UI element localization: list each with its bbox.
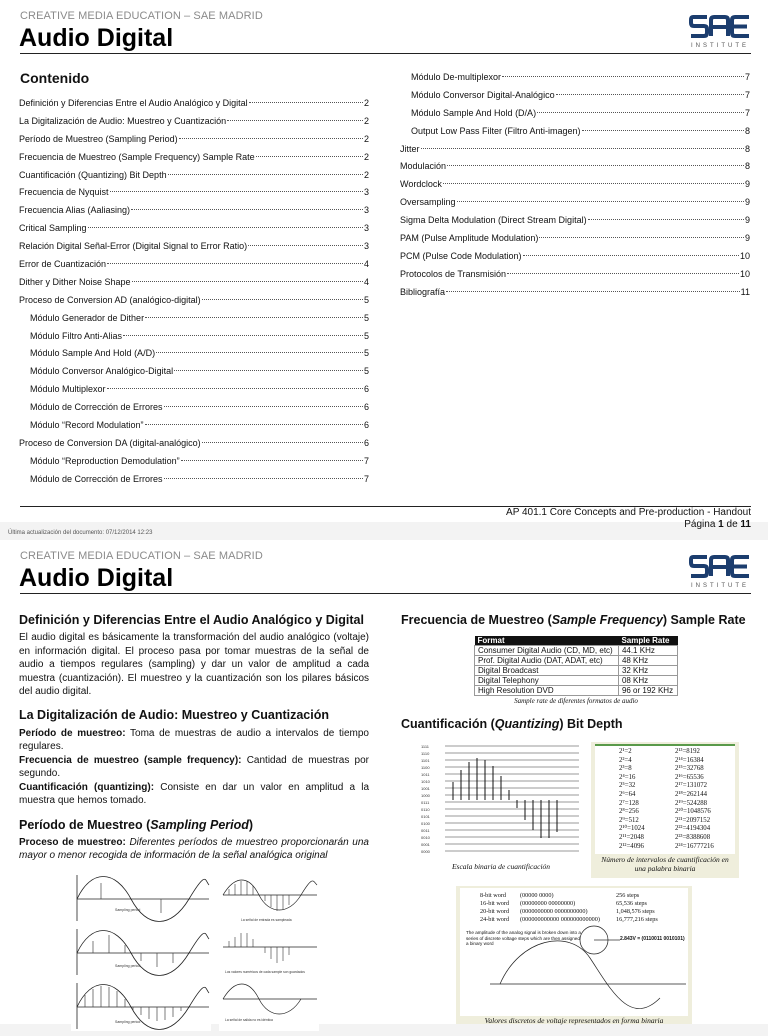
toc-entry[interactable] bbox=[400, 248, 750, 266]
toc-leader-dots bbox=[123, 335, 363, 336]
table-cell-format: High Resolution DVD bbox=[475, 686, 619, 696]
section-heading-cuantificacion bbox=[401, 717, 751, 731]
toc-entry[interactable] bbox=[19, 345, 369, 363]
toc-leader-dots bbox=[582, 130, 744, 131]
toc-entry-page: 7 bbox=[363, 455, 369, 466]
section-heading-periodo bbox=[19, 818, 369, 832]
page-header-org: CREATIVE MEDIA EDUCATION – SAE MADRID bbox=[20, 550, 263, 562]
toc-entry-page: 2 bbox=[363, 133, 369, 144]
toc-entry[interactable] bbox=[19, 435, 369, 453]
toc-entry-page: 2 bbox=[363, 115, 369, 126]
toc-entry-title: Período de Muestreo (Sampling Period) bbox=[19, 133, 178, 144]
definition-frecuencia bbox=[19, 754, 369, 781]
definition-term: Período de muestreo: bbox=[19, 727, 126, 739]
toc-entry-title: Módulo Conversor Digital-Analógico bbox=[411, 89, 555, 100]
toc-entry-page: 2 bbox=[363, 151, 369, 162]
toc-leader-dots bbox=[145, 317, 363, 318]
section-body-periodo bbox=[19, 836, 369, 863]
toc-leader-dots bbox=[249, 102, 363, 103]
heading-emphasis: Sample Frequency bbox=[551, 613, 663, 627]
page-2 bbox=[0, 540, 768, 1024]
toc-entry-title: Relación Digital Señal-Error (Digital Signal to Error Ratio) bbox=[19, 241, 248, 252]
toc-entry[interactable] bbox=[400, 69, 750, 87]
binary-word-value: (0000000000 0000000000) bbox=[520, 908, 588, 915]
power-of-two-item: 2¹⁶=65536 bbox=[675, 773, 704, 781]
binary-word-label: 16-bit word bbox=[480, 900, 510, 907]
binary-words-panel bbox=[460, 888, 688, 1016]
power-of-two-item: 2⁹=512 bbox=[619, 816, 639, 824]
power-of-two-item: 2²⁰=1048576 bbox=[675, 808, 711, 816]
quantization-level-label: 0110 bbox=[421, 807, 430, 812]
binary-word-value: (000000000000 000000000000) bbox=[520, 916, 600, 923]
toc-leader-dots bbox=[507, 273, 739, 274]
section-heading-definicion: Definición y Diferencias Entre el Audio Analógico y Digital bbox=[19, 613, 364, 627]
toc-entry-page: 6 bbox=[363, 384, 369, 395]
toc-entry-title: Dither y Dither Noise Shape bbox=[19, 276, 131, 287]
sampling-waveform-figure bbox=[71, 871, 211, 1031]
table-cell-format: Prof. Digital Audio (DAT, ADAT, etc) bbox=[475, 656, 619, 666]
power-of-two-item: 2¹¹=2048 bbox=[619, 833, 644, 841]
toc-entry-title: Jitter bbox=[400, 143, 420, 154]
quantization-level-label: 1110 bbox=[421, 751, 430, 756]
quantization-level-label: 1010 bbox=[421, 779, 430, 784]
page-header-org: CREATIVE MEDIA EDUCATION – SAE MADRID bbox=[20, 10, 263, 22]
toc-entry[interactable] bbox=[19, 184, 369, 202]
toc-entry-title: Módulo de Corrección de Errores bbox=[30, 473, 163, 484]
toc-entry-page: 5 bbox=[363, 312, 369, 323]
toc-entry[interactable] bbox=[400, 212, 750, 230]
definition-desc: Cantidad de muestras por segundo. bbox=[19, 754, 369, 779]
toc-entry-title: Módulo Multiplexor bbox=[30, 384, 106, 395]
page-title: Audio Digital bbox=[19, 24, 174, 52]
toc-left-column bbox=[19, 95, 369, 489]
toc-entry-page: 8 bbox=[744, 143, 750, 154]
power-of-two-item: 2¹⁰=1024 bbox=[619, 825, 645, 833]
sae-logo-mark bbox=[689, 11, 751, 43]
toc-entry[interactable] bbox=[19, 95, 369, 113]
toc-leader-dots bbox=[131, 209, 363, 210]
toc-entry[interactable] bbox=[400, 284, 750, 302]
heading-part: Período de Muestreo ( bbox=[19, 817, 151, 832]
toc-entry-title: Output Low Pass Filter (Filtro Anti-imagen) bbox=[411, 125, 581, 136]
heading-part: ) Sample Rate bbox=[662, 613, 746, 627]
footer-course: AP 401.1 Core Concepts and Pre-production - Handout bbox=[506, 507, 751, 518]
definition-periodo bbox=[19, 727, 369, 754]
toc-entry[interactable] bbox=[19, 292, 369, 310]
quantization-level-label: 1101 bbox=[421, 758, 430, 763]
toc-entry-title: Proceso de Conversion DA (digital-analógico) bbox=[19, 437, 201, 448]
toc-entry-page: 2 bbox=[363, 98, 369, 108]
toc-entry-title: Módulo “Record Modulation” bbox=[30, 420, 144, 431]
toc-entry-page: 8 bbox=[744, 125, 750, 136]
sample-hold-label: La señal de salida no es idéntica bbox=[225, 1018, 273, 1022]
section-heading-digitalizacion: La Digitalización de Audio: Muestreo y Cuantización bbox=[19, 707, 329, 722]
toc-leader-dots bbox=[447, 165, 744, 166]
binary-word-steps: 65,536 steps bbox=[616, 900, 647, 907]
toc-entry[interactable] bbox=[400, 266, 750, 284]
powers-left-list bbox=[619, 748, 645, 851]
toc-leader-dots bbox=[537, 112, 744, 113]
powers-right-list bbox=[675, 748, 714, 851]
sample-rate-table bbox=[474, 636, 678, 696]
power-of-two-item: 2¹=2 bbox=[619, 748, 632, 755]
heading-part: Cuantificación ( bbox=[401, 717, 495, 731]
quantization-level-label: 1111 bbox=[421, 744, 430, 749]
toc-entry-page: 10 bbox=[739, 250, 750, 261]
binary-scale-figure bbox=[419, 742, 583, 878]
toc-entry[interactable] bbox=[19, 310, 369, 328]
binary-word-value: (00000000 00000000) bbox=[520, 900, 576, 907]
toc-leader-dots bbox=[107, 263, 363, 264]
table-row bbox=[475, 676, 678, 686]
toc-entry-page: 6 bbox=[363, 402, 369, 413]
toc-entry[interactable] bbox=[400, 123, 750, 141]
toc-entry[interactable] bbox=[400, 176, 750, 194]
binary-word-steps: 1,048,576 steps bbox=[616, 908, 655, 915]
toc-entry[interactable] bbox=[400, 141, 750, 159]
binary-scale-svg bbox=[419, 742, 583, 862]
definition-cuantificacion bbox=[19, 781, 369, 808]
quantization-level-label: 0011 bbox=[421, 828, 430, 833]
toc-entry[interactable] bbox=[19, 149, 369, 167]
toc-entry-title: Módulo Conversor Analógico-Digital bbox=[30, 366, 174, 377]
toc-leader-dots bbox=[421, 148, 744, 149]
toc-leader-dots bbox=[107, 388, 363, 389]
binary-words-figure bbox=[456, 886, 692, 1024]
quantization-level-label: 0010 bbox=[421, 835, 430, 840]
power-of-two-item: 2¹⁹=524288 bbox=[675, 799, 708, 807]
toc-leader-dots bbox=[179, 138, 363, 139]
heading-emphasis: Sampling Period bbox=[150, 817, 249, 832]
quantization-level-label: 1100 bbox=[421, 765, 430, 770]
power-of-two-item: 2¹⁸=262144 bbox=[675, 790, 708, 798]
left-column bbox=[19, 613, 369, 863]
table-header-row bbox=[475, 636, 678, 646]
toc-entry-page: 6 bbox=[363, 420, 369, 431]
power-of-two-item: 2¹²=4096 bbox=[619, 842, 644, 850]
quantization-level-label: 1001 bbox=[421, 786, 430, 791]
powers-of-two-caption: Número de intervalos de cuantificación en una palabra binaria bbox=[601, 855, 729, 873]
toc-leader-dots bbox=[227, 120, 363, 121]
powers-of-two-panel bbox=[595, 744, 735, 854]
toc-entry-title: Definición y Diferencias Entre el Audio Analógico y Digital bbox=[19, 98, 248, 108]
toc-entry-page: 7 bbox=[744, 107, 750, 118]
toc-entry-page: 10 bbox=[739, 268, 750, 279]
footer-page-total: 11 bbox=[740, 519, 751, 530]
quantization-level-label: 0111 bbox=[421, 800, 430, 805]
toc-entry-page: 4 bbox=[363, 276, 369, 287]
toc-leader-dots bbox=[588, 219, 744, 220]
table-cell-format: Consumer Digital Audio (CD, MD, etc) bbox=[475, 646, 619, 656]
table-cell-sample-rate: 96 or 192 KHz bbox=[618, 686, 677, 696]
toc-entry[interactable] bbox=[19, 274, 369, 292]
power-of-two-item: 2⁵=32 bbox=[619, 782, 636, 790]
toc-entry-page: 7 bbox=[363, 473, 369, 484]
table-cell-sample-rate: 32 KHz bbox=[618, 666, 677, 676]
quantization-level-label: 1000 bbox=[421, 793, 430, 798]
sample-hold-label: La señal de entrada es sampleada bbox=[241, 918, 292, 922]
table-header-sample-rate: Sample Rate bbox=[618, 636, 677, 646]
toc-entry[interactable] bbox=[400, 87, 750, 105]
toc-entry-title: Critical Sampling bbox=[19, 223, 87, 234]
toc-entry-page: 3 bbox=[363, 223, 369, 234]
table-cell-format: Digital Broadcast bbox=[475, 666, 619, 676]
toc-entry-title: Módulo Filtro Anti-Alias bbox=[30, 330, 123, 341]
table-row bbox=[475, 646, 678, 656]
power-of-two-item: 2⁷=128 bbox=[619, 799, 639, 807]
toc-entry[interactable] bbox=[19, 381, 369, 399]
power-of-two-item: 2¹⁷=131072 bbox=[675, 782, 708, 790]
toc-entry-page: 4 bbox=[363, 259, 369, 270]
power-of-two-item: 2²=4 bbox=[619, 756, 632, 764]
toc-entry-title: Protocolos de Transmisión bbox=[400, 268, 507, 279]
toc-leader-dots bbox=[256, 156, 363, 157]
toc-entry-title: Módulo “Reproduction Demodulation” bbox=[30, 455, 180, 466]
sample-and-hold-figure bbox=[219, 871, 319, 1031]
binary-scale-caption: Escala binaria de cuantificación bbox=[451, 862, 551, 871]
binary-word-value: (00000 0000) bbox=[520, 892, 554, 899]
toc-leader-dots bbox=[443, 183, 744, 184]
toc-entry-page: 8 bbox=[744, 161, 750, 172]
power-of-two-item: 2⁶=64 bbox=[619, 790, 636, 798]
table-header-format: Format bbox=[475, 636, 619, 646]
toc-entry-title: Wordclock bbox=[400, 179, 442, 190]
toc-right-column bbox=[400, 69, 750, 302]
power-of-two-item: 2¹⁵=32768 bbox=[675, 765, 704, 773]
toc-entry[interactable] bbox=[19, 202, 369, 220]
toc-entry[interactable] bbox=[19, 417, 369, 435]
toc-entry-title: Módulo De-multiplexor bbox=[411, 72, 502, 82]
toc-entry-title: La Digitalización de Audio: Muestreo y Cuantización bbox=[19, 115, 227, 126]
quantization-level-label: 0000 bbox=[421, 849, 430, 854]
toc-entry-page: 3 bbox=[363, 205, 369, 216]
toc-entry-title: Error de Cuantización bbox=[19, 259, 107, 270]
heading-part: ) Bit Depth bbox=[559, 717, 623, 731]
footer-page-current: 1 bbox=[718, 519, 724, 530]
toc-entry[interactable] bbox=[19, 328, 369, 346]
definition-desc: Diferentes períodos de muestreo proporcionarán una mayor o menor recogida de información de la señal analógica original bbox=[19, 836, 369, 861]
quantization-level-label: 0100 bbox=[421, 821, 430, 826]
toc-leader-dots bbox=[248, 245, 363, 246]
table-row bbox=[475, 666, 678, 676]
header-divider bbox=[20, 53, 751, 54]
toc-entry-title: Frecuencia de Nyquist bbox=[19, 187, 109, 198]
sample-and-hold-svg bbox=[219, 871, 319, 1031]
binary-word-label: 24-bit word bbox=[480, 916, 510, 923]
toc-leader-dots bbox=[156, 352, 363, 353]
toc-entry-page: 5 bbox=[363, 294, 369, 305]
toc-entry-page: 3 bbox=[363, 187, 369, 198]
powers-of-two-figure bbox=[591, 742, 739, 878]
power-of-two-item: 2²³=8388608 bbox=[675, 833, 711, 841]
power-of-two-item: 2⁴=16 bbox=[619, 773, 636, 781]
definitions-list bbox=[19, 727, 369, 808]
sampling-period-label: Sampling period bbox=[115, 964, 141, 968]
sae-logo bbox=[689, 551, 751, 593]
toc-entry[interactable] bbox=[19, 131, 369, 149]
toc-leader-dots bbox=[202, 442, 363, 443]
binary-word-label: 20-bit word bbox=[480, 908, 510, 915]
toc-entry-title: Sigma Delta Modulation (Direct Stream Digital) bbox=[400, 215, 587, 226]
toc-entry-page: 5 bbox=[363, 348, 369, 359]
toc-entry-title: Módulo Sample And Hold (A/D) bbox=[30, 348, 156, 359]
toc-leader-dots bbox=[457, 201, 744, 202]
heading-part: ) bbox=[248, 817, 254, 832]
power-of-two-item: 2²²=4194304 bbox=[675, 825, 711, 833]
toc-entry-page: 3 bbox=[363, 241, 369, 252]
toc-leader-dots bbox=[539, 237, 744, 238]
quantization-level-label: 0101 bbox=[421, 814, 430, 819]
footer-page-label: Página bbox=[684, 519, 716, 530]
toc-entry[interactable] bbox=[19, 113, 369, 131]
sample-rate-table-body bbox=[475, 646, 678, 696]
sample-table-caption: Sample rate de diferentes formatos de audio bbox=[514, 697, 638, 705]
toc-leader-dots bbox=[174, 370, 363, 371]
table-row bbox=[475, 686, 678, 696]
sae-logo bbox=[689, 11, 751, 53]
definition-desc: Toma de muestras de audio a intervalos de tiempo regulares. bbox=[19, 727, 369, 752]
toc-leader-dots bbox=[502, 76, 744, 77]
definition-term: Proceso de muestreo: bbox=[19, 836, 126, 848]
power-of-two-item: 2³=8 bbox=[619, 765, 632, 773]
table-cell-sample-rate: 48 KHz bbox=[618, 656, 677, 666]
toc-entry-page: 9 bbox=[744, 179, 750, 190]
sampling-waveform-svg bbox=[71, 871, 211, 1031]
toc-entry-title: PCM (Pulse Code Modulation) bbox=[400, 250, 522, 261]
toc-entry[interactable] bbox=[19, 453, 369, 471]
toc-entry-page: 7 bbox=[744, 89, 750, 100]
toc-leader-dots bbox=[202, 299, 363, 300]
toc-entry-title: Módulo Generador de Dither bbox=[30, 312, 145, 323]
binary-words-callout: 2.843V = (0110011 0010101) bbox=[620, 936, 685, 942]
update-note: Última actualización del documento: 07/12/2014 12:23 bbox=[8, 530, 153, 536]
quantization-level-label: 0001 bbox=[421, 842, 430, 847]
toc-entry-page: 9 bbox=[744, 197, 750, 208]
toc-leader-dots bbox=[164, 406, 363, 407]
binary-word-steps: 256 steps bbox=[616, 892, 640, 899]
toc-leader-dots bbox=[523, 255, 739, 256]
table-cell-sample-rate: 44.1 KHz bbox=[618, 646, 677, 656]
toc-entry[interactable] bbox=[19, 471, 369, 489]
toc-entry[interactable] bbox=[400, 194, 750, 212]
toc-entry-page: 9 bbox=[744, 233, 750, 244]
toc-leader-dots bbox=[446, 291, 740, 292]
toc-leader-dots bbox=[556, 94, 744, 95]
toc-entry-title: PAM (Pulse Amplitude Modulation) bbox=[400, 233, 539, 244]
toc-entry-title: Oversampling bbox=[400, 197, 456, 208]
power-of-two-item: 2¹⁴=16384 bbox=[675, 756, 704, 764]
table-row bbox=[475, 656, 678, 666]
toc-leader-dots bbox=[168, 174, 363, 175]
toc-entry[interactable] bbox=[19, 363, 369, 381]
toc-entry-page: 5 bbox=[363, 366, 369, 377]
footer-page-of: de bbox=[726, 519, 738, 530]
definition-term: Cuantificación (quantizing): bbox=[19, 781, 155, 793]
toc-entry[interactable] bbox=[400, 230, 750, 248]
toc-entry[interactable] bbox=[19, 256, 369, 274]
toc-entry-page: 6 bbox=[363, 437, 369, 448]
table-cell-sample-rate: 08 KHz bbox=[618, 676, 677, 686]
power-of-two-item: 2²¹=2097152 bbox=[675, 816, 711, 824]
toc-entry-title: Módulo de Corrección de Errores bbox=[30, 402, 163, 413]
toc-leader-dots bbox=[145, 424, 363, 425]
toc-entry-page: 9 bbox=[744, 215, 750, 226]
section-heading-frecuencia bbox=[401, 613, 751, 627]
power-of-two-item: 2⁸=256 bbox=[619, 808, 639, 816]
quantization-level-label: 1011 bbox=[421, 772, 430, 777]
table-cell-format: Digital Telephony bbox=[475, 676, 619, 686]
definition-desc: Consiste en dar un valor en amplitud a la muestra que hemos tomado. bbox=[19, 781, 370, 806]
heading-part: Frecuencia de Muestreo ( bbox=[401, 613, 552, 627]
toc-heading: Contenido bbox=[20, 70, 90, 86]
toc-entry[interactable] bbox=[19, 167, 369, 185]
toc-leader-dots bbox=[110, 191, 363, 192]
power-of-two-item: 2²⁴=16777216 bbox=[675, 842, 714, 850]
toc-entry-title: Módulo Sample And Hold (D/A) bbox=[411, 107, 537, 118]
toc-entry-title: Bibliografía bbox=[400, 286, 446, 297]
toc-entry[interactable] bbox=[19, 399, 369, 417]
definition-term: Frecuencia de muestreo (sample frequency): bbox=[19, 754, 242, 766]
toc-entry-title: Proceso de Conversion AD (analógico-digital) bbox=[19, 294, 201, 305]
section-body-definicion: El audio digital es básicamente la transformación del audio analógico (voltaje) en información digital. El proceso pasa por tomar muestras de la señal de audio a tiempos regulares (sampling) y dar un valor de amplitud a cada muestra (cuantización). El muestreo y la cuantización son los pilares básicos del audio digital. bbox=[19, 632, 369, 697]
binary-words-note: The amplitude of the analog signal is broken down into a series of discrete voltage steps which are then assigned a binary word bbox=[466, 930, 581, 947]
toc-entry-page: 11 bbox=[740, 286, 750, 297]
toc-entry[interactable] bbox=[400, 105, 750, 123]
header-divider bbox=[20, 593, 751, 594]
sampling-period-label: Sampling period bbox=[115, 908, 141, 912]
toc-entry-title: Frecuencia Alias (Aaliasing) bbox=[19, 205, 131, 216]
toc-entry-page: 2 bbox=[363, 169, 369, 180]
sampling-period-label: Sampling period bbox=[115, 1020, 141, 1024]
toc-entry-page: 7 bbox=[744, 72, 750, 82]
toc-leader-dots bbox=[88, 227, 363, 228]
power-of-two-item: 2¹³=8192 bbox=[675, 748, 700, 755]
toc-leader-dots bbox=[132, 281, 363, 282]
toc-entry-title: Frecuencia de Muestreo (Sample Frequency) Sample Rate bbox=[19, 151, 255, 162]
sample-hold-label: Los valores numéricos de cada sample son guardados bbox=[225, 970, 305, 974]
binary-word-steps: 16,777,216 steps bbox=[616, 916, 658, 923]
toc-entry-page: 5 bbox=[363, 330, 369, 341]
heading-emphasis: Quantizing bbox=[494, 717, 560, 731]
logo-subtitle: INSTITUTE bbox=[691, 43, 749, 49]
toc-leader-dots bbox=[164, 478, 363, 479]
toc-entry[interactable] bbox=[19, 238, 369, 256]
logo-subtitle: INSTITUTE bbox=[691, 583, 749, 589]
sae-logo-mark bbox=[689, 551, 751, 583]
toc-entry-title: Modulación bbox=[400, 161, 447, 172]
binary-words-svg bbox=[460, 888, 688, 1016]
binary-words-caption: Valores discretos de voltaje representados en forma binaria bbox=[484, 1016, 664, 1025]
page-title: Audio Digital bbox=[19, 564, 174, 592]
toc-entry[interactable] bbox=[400, 158, 750, 176]
toc-leader-dots bbox=[181, 460, 363, 461]
footer-page-number bbox=[684, 519, 751, 530]
binary-word-label: 8-bit word bbox=[480, 892, 506, 899]
toc-entry-title: Cuantificación (Quantizing) Bit Depth bbox=[19, 169, 167, 180]
toc-entry[interactable] bbox=[19, 220, 369, 238]
